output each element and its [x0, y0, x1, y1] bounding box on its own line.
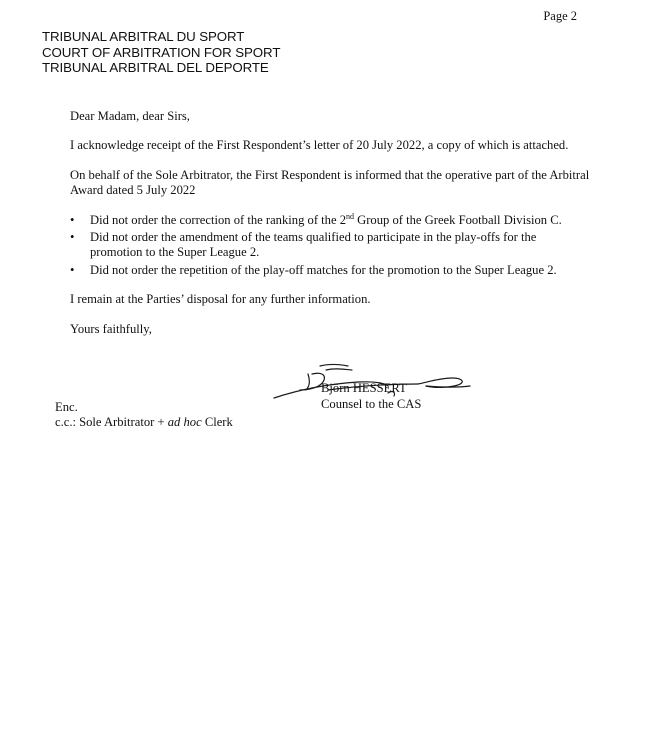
bullet-text: Did not order the repetition of the play-off matches for the promotion to the Super League 2. [90, 262, 557, 277]
signature-block [268, 360, 478, 410]
page-number: Page 2 [543, 9, 577, 23]
signatory-title: Counsel to the CAS [321, 397, 422, 411]
bullet-dot-icon: • [70, 262, 75, 277]
letter-footer [55, 400, 233, 431]
letterhead-line-fr: TRIBUNAL ARBITRAL DU SPORT [42, 29, 245, 44]
bullet-item [70, 230, 590, 261]
bullet-list [70, 213, 590, 279]
bullet-text: Did not order the correction of the ranking of the 2nd Group of the Greek Football Division C. [90, 211, 562, 227]
bullet-item [70, 213, 590, 228]
letter-body [70, 109, 590, 337]
closing: Yours faithfully, [70, 321, 152, 336]
salutation: Dear Madam, dear Sirs, [70, 109, 190, 123]
signatory-name: Björn HESSERT [321, 381, 407, 395]
bullet-dot-icon: • [70, 212, 75, 227]
letterhead-line-en: COURT OF ARBITRATION FOR SPORT [42, 44, 281, 60]
bullet-dot-icon: • [70, 230, 75, 245]
enclosure-note: Enc. [55, 400, 78, 414]
paragraph-receipt: I acknowledge receipt of the First Respondent’s letter of 20 July 2022, a copy of which is attached. [70, 138, 569, 153]
bullet-item [70, 263, 590, 278]
letterhead-line-es: TRIBUNAL ARBITRAL DEL DEPORTE [42, 60, 269, 75]
bullet-text: Did not order the amendment of the teams qualified to participate in the play-offs for the promotion to the Super League 2. [90, 230, 537, 260]
cc-line: c.c.: Sole Arbitrator + ad hoc Clerk [55, 415, 233, 430]
paragraph-disposal: I remain at the Parties’ disposal for any further information. [70, 292, 371, 307]
letterhead [42, 29, 280, 76]
paragraph-operative: On behalf of the Sole Arbitrator, the First Respondent is informed that the operative part of the Arbitral Award dated 5 July 2022 [70, 167, 590, 198]
